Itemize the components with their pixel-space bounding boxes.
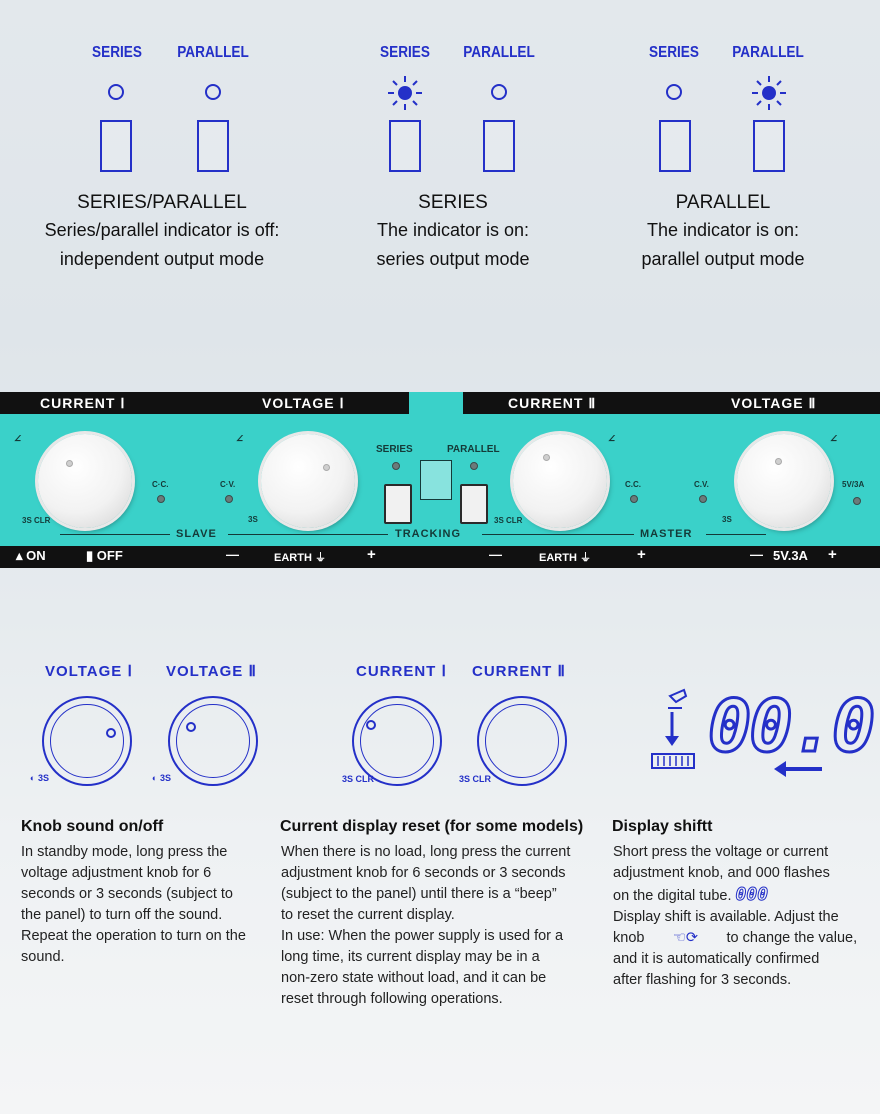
diagram-current-1-knob — [352, 696, 442, 786]
col2-line: reset through following operations. — [281, 991, 503, 1007]
parallel-button[interactable] — [460, 484, 488, 524]
s3-1-label: 3S — [248, 515, 258, 524]
col1-heading: Knob sound on/off — [21, 818, 164, 835]
label-current-2: CURRENT Ⅱ — [508, 395, 597, 411]
knob-inner-ring — [50, 704, 124, 778]
mode1-series-button — [100, 120, 132, 172]
tracking-label: TRACKING — [395, 528, 462, 540]
slave-line-left — [60, 534, 170, 535]
mode3-title: PARALLEL — [675, 192, 771, 213]
col2-body — [281, 842, 603, 1010]
label-current-1: CURRENT Ⅰ — [40, 395, 126, 411]
knob-marker — [775, 458, 782, 465]
col3-line — [613, 884, 873, 907]
diagram-3s-1-text: 3S — [37, 773, 49, 783]
mode3-parallel-indicator-on-icon — [750, 74, 788, 112]
on-icon: ▴ — [16, 548, 27, 563]
mode2-series-label: SERIES — [380, 44, 430, 61]
parallel-led — [470, 462, 478, 470]
col3-body — [613, 842, 873, 991]
diagram-3s-2-text: 3S — [159, 773, 171, 783]
mode1-line2: independent output mode — [59, 249, 265, 269]
digital-display: 00.0 — [708, 684, 874, 768]
earth-2-label — [539, 549, 591, 565]
col2-line: to reset the current display. — [281, 907, 455, 923]
col3-line — [613, 928, 873, 949]
output-5v-label: 5V/3A — [842, 480, 865, 489]
press-icon: ◐ — [152, 773, 160, 783]
slave-label: SLAVE — [176, 528, 217, 540]
master-label: MASTER — [640, 528, 693, 540]
diagram-current-1-label: CURRENT Ⅰ — [356, 663, 447, 680]
cv2-led — [699, 495, 707, 503]
off-text: OFF — [96, 548, 123, 563]
col3-line: and it is automatically confirmed — [613, 951, 820, 967]
dial-icon: ∠ — [14, 434, 22, 443]
dial-icon: ∠ — [830, 434, 838, 443]
mode3-line1: The indicator is on: — [646, 220, 800, 240]
inline-digits: 000 — [735, 884, 769, 905]
col3-line-text: to change the value, — [726, 930, 858, 946]
col3-line: Short press the voltage or current — [613, 844, 829, 860]
col2-line: In use: When the power supply is used for a — [281, 928, 564, 944]
shift-arrow-left-icon — [772, 758, 824, 780]
mode2-parallel-button — [483, 120, 515, 172]
terminal-plus-3: + — [828, 546, 837, 563]
knob-marker — [366, 720, 376, 730]
earth-icon: ⏚ — [576, 552, 591, 564]
mode2-line2: series output mode — [376, 249, 530, 269]
cc1-label: C·C. — [152, 480, 169, 489]
earth-1-label — [274, 549, 326, 565]
hand-rotate-icon: ☜⟳ — [672, 930, 699, 946]
knob-inner-ring — [485, 704, 559, 778]
diagram-voltage-2-knob — [168, 696, 258, 786]
voltage-1-knob[interactable] — [261, 434, 355, 528]
mode2-series-indicator-on-icon — [386, 74, 424, 112]
power-off-label[interactable] — [86, 548, 123, 564]
diagram-voltage-1-label: VOLTAGE Ⅰ — [45, 663, 133, 680]
mode3-series-indicator-off — [666, 84, 682, 100]
dial-icon: ∠ — [236, 434, 244, 443]
col1-line: In standby mode, long press the — [21, 844, 228, 860]
col2-line: adjustment knob for 6 seconds or 3 seconds — [281, 865, 566, 881]
clr1-label: 3S CLR — [22, 516, 51, 525]
cc1-led — [157, 495, 165, 503]
diagram-3s-1 — [30, 773, 49, 783]
knob-marker — [106, 728, 116, 738]
diagram-current-2-knob — [477, 696, 567, 786]
mode1-title: SERIES/PARALLEL — [77, 192, 247, 213]
current-2-knob[interactable] — [513, 434, 607, 528]
diagram-voltage-2-label: VOLTAGE Ⅱ — [166, 663, 257, 680]
col2-line: long time, its current display may be in a — [281, 949, 540, 965]
diagram-voltage-1-knob — [42, 696, 132, 786]
col3-heading: Display shiftt — [612, 818, 713, 835]
terminal-minus-1: — — [226, 547, 239, 562]
col3-line-text: on the digital tube. — [613, 888, 732, 904]
mode2-title: SERIES — [418, 192, 488, 213]
mode1-series-label: SERIES — [92, 44, 142, 61]
col1-line: the panel) to turn off the sound. — [21, 907, 223, 923]
knob-inner-ring — [360, 704, 434, 778]
clr2-label: 3S CLR — [494, 516, 523, 525]
label-voltage-1: VOLTAGE Ⅰ — [262, 395, 345, 411]
series-button[interactable] — [384, 484, 412, 524]
series-label: SERIES — [376, 444, 413, 455]
col1-line: seconds or 3 seconds (subject to — [21, 886, 233, 902]
mode1-series-indicator-off — [108, 84, 124, 100]
mode2-series-button — [389, 120, 421, 172]
on-text: ON — [26, 548, 46, 563]
col1-body — [21, 842, 271, 968]
diagram-clr-1: 3S CLR — [342, 774, 375, 784]
earth-1-text: EARTH — [274, 552, 312, 564]
col3-line-text: knob — [613, 930, 645, 946]
mode2-parallel-label: PARALLEL — [463, 44, 535, 61]
voltage-2-knob[interactable] — [737, 434, 831, 528]
knob-marker — [66, 460, 73, 467]
terminal-plus-2: + — [637, 546, 646, 563]
earth-icon: ⏚ — [311, 552, 326, 564]
output-5v-led — [853, 497, 861, 505]
mode3-parallel-button — [753, 120, 785, 172]
cv1-label: C·V. — [220, 480, 236, 489]
s3-2-label: 3S — [722, 515, 732, 524]
col3-line: after flashing for 3 seconds. — [613, 972, 792, 988]
dial-icon: ∠ — [608, 434, 616, 443]
col1-line: sound. — [21, 949, 65, 965]
cc2-led — [630, 495, 638, 503]
diagram-clr-2: 3S CLR — [459, 774, 492, 784]
power-on-label[interactable] — [16, 548, 46, 564]
terminal-minus-3: — — [750, 547, 763, 562]
off-icon: ▮ — [86, 548, 97, 563]
cv1-led — [225, 495, 233, 503]
cv2-label: C.V. — [694, 480, 709, 489]
col1-line: voltage adjustment knob for 6 — [21, 865, 212, 881]
mode2-line1: The indicator is on: — [376, 220, 530, 240]
output-5v3a-label: 5V.3A — [773, 548, 808, 563]
mode3-line2: parallel output mode — [641, 249, 805, 269]
press-knob-icon — [648, 688, 702, 772]
cc2-label: C.C. — [625, 480, 641, 489]
mode3-series-button — [659, 120, 691, 172]
mode1-parallel-button — [197, 120, 229, 172]
col2-line: When there is no load, long press the current — [281, 844, 571, 860]
terminal-plus-1: + — [367, 546, 376, 563]
parallel-label: PARALLEL — [447, 444, 500, 455]
tracking-diagram-icon — [420, 460, 452, 500]
press-icon: ◐ — [30, 773, 38, 783]
knob-marker — [186, 722, 196, 732]
mode1-parallel-label: PARALLEL — [177, 44, 249, 61]
diagram-3s-2 — [152, 773, 171, 783]
col1-line: Repeat the operation to turn on the — [21, 928, 246, 944]
label-voltage-2: VOLTAGE Ⅱ — [731, 395, 817, 411]
col2-line: non-zero state without load, and it can be — [281, 970, 547, 986]
diagram-current-2-label: CURRENT Ⅱ — [472, 663, 566, 680]
terminal-minus-2: — — [489, 547, 502, 562]
knob-marker — [543, 454, 550, 461]
mode3-series-label: SERIES — [649, 44, 699, 61]
col2-line: (subject to the panel) until there is a “beep” — [281, 886, 557, 902]
col3-line: Display shift is available. Adjust the — [613, 909, 839, 925]
panel-top-gap — [409, 392, 463, 414]
col2-heading: Current display reset (for some models) — [280, 818, 584, 835]
master-line-left — [482, 534, 634, 535]
slave-line-right — [228, 534, 388, 535]
knob-inner-ring — [176, 704, 250, 778]
knob-marker — [323, 464, 330, 471]
mode1-line1: Series/parallel indicator is off: — [44, 220, 280, 240]
mode1-parallel-indicator-off — [205, 84, 221, 100]
mode3-parallel-label: PARALLEL — [732, 44, 804, 61]
earth-2-text: EARTH — [539, 552, 577, 564]
mode2-parallel-indicator-off — [491, 84, 507, 100]
series-led — [392, 462, 400, 470]
master-line-right — [706, 534, 766, 535]
col3-line: adjustment knob, and 000 flashes — [613, 865, 830, 881]
current-1-knob[interactable] — [38, 434, 132, 528]
